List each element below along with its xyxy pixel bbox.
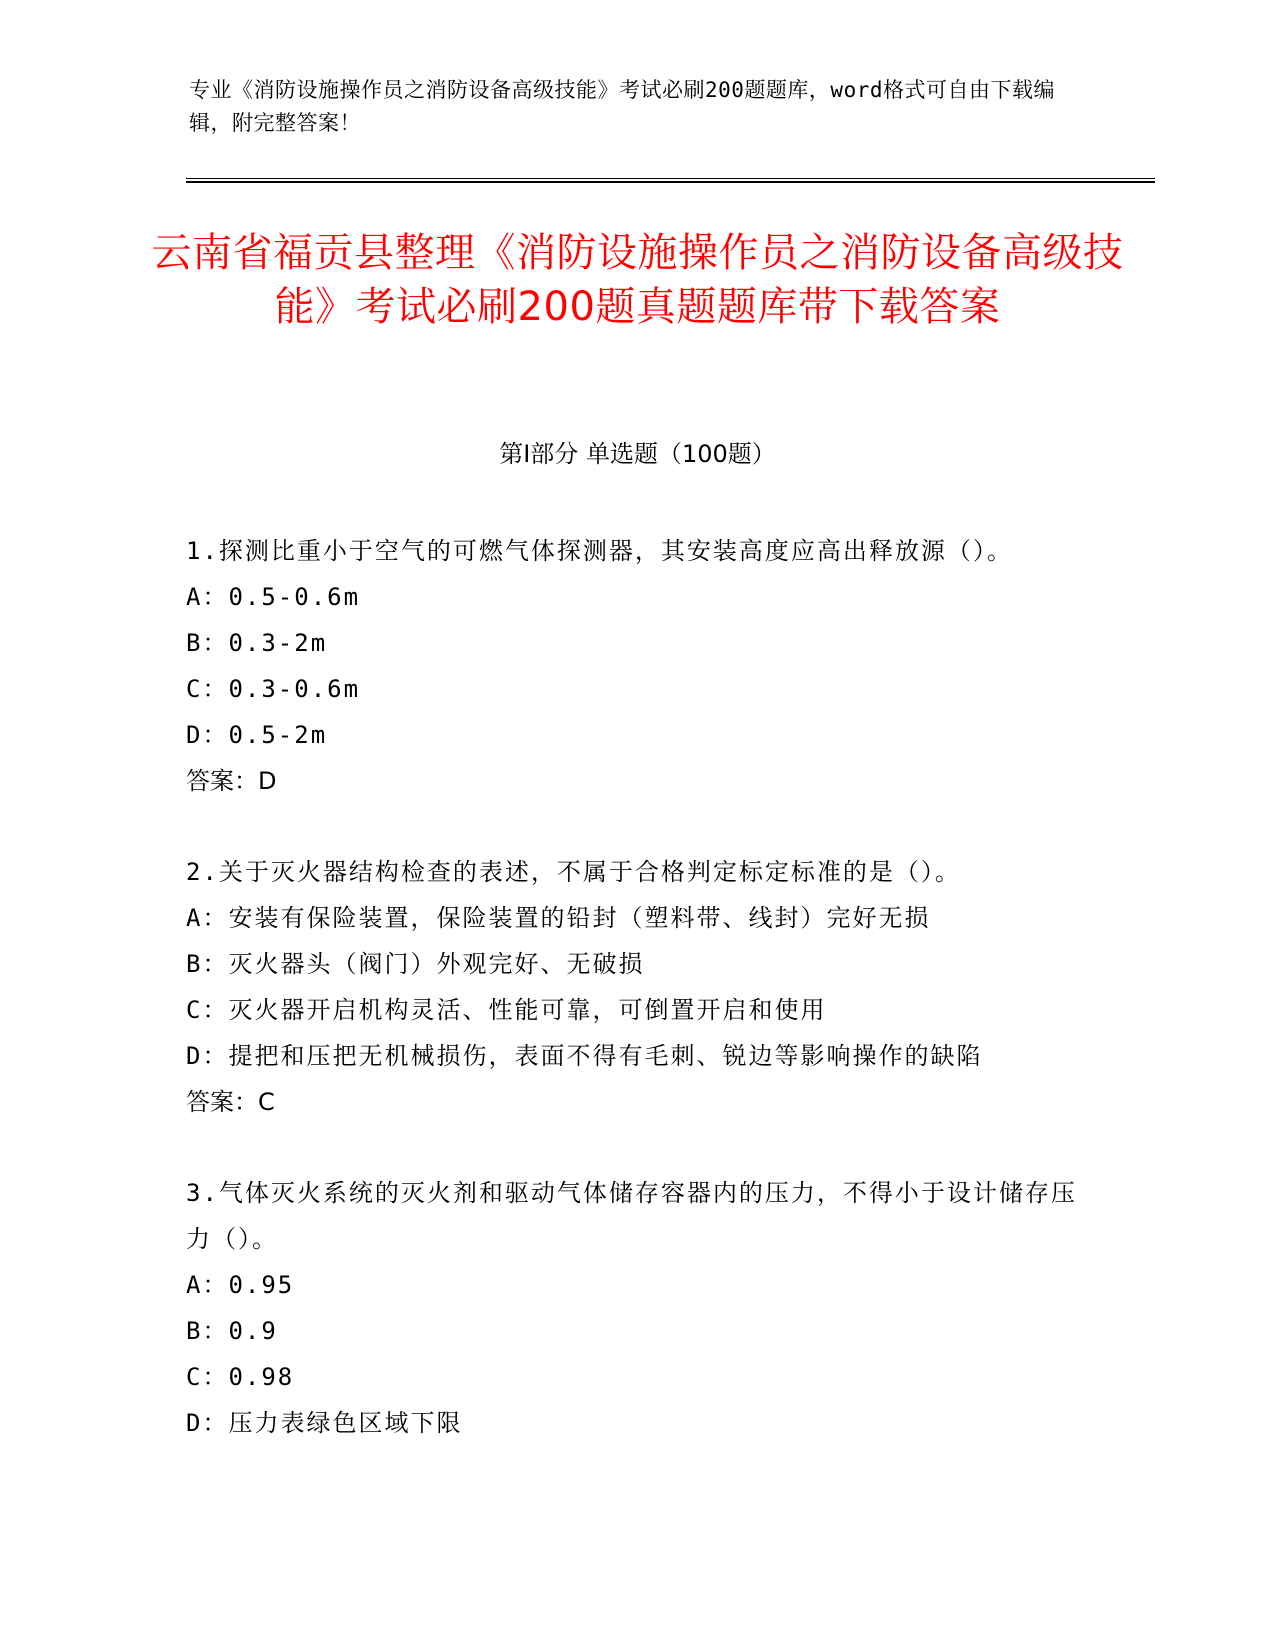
answer-line: 答案：C <box>186 1088 275 1116</box>
answer-line: 答案：D <box>186 767 277 795</box>
header-note: 专业《消防设施操作员之消防设备高级技能》考试必刷200题题库，word格式可自由下载编辑，附完整答案！ <box>189 78 1055 135</box>
question-1 <box>186 528 1086 804</box>
option-d: D：0.5-2m <box>186 721 328 749</box>
option-d: D：压力表绿色区域下限 <box>186 1409 463 1437</box>
section-heading: 第I部分 单选题（100题） <box>499 440 776 468</box>
document-title: 云南省福贡县整理《消防设施操作员之消防设备高级技能》考试必刷200题真题题库带下载答案 <box>151 230 1124 330</box>
option-a: A：0.5-0.6m <box>186 583 361 611</box>
option-b: B：灭火器头（阀门）外观完好、无破损 <box>186 950 645 978</box>
question-text: 3.气体灭火系统的灭火剂和驱动气体储存容器内的压力，不得小于设计储存压力（）。 <box>186 1179 1077 1253</box>
option-a: A：0.95 <box>186 1271 295 1299</box>
option-d: D：提把和压把无机械损伤，表面不得有毛刺、锐边等影响操作的缺陷 <box>186 1042 983 1070</box>
option-c: C：0.98 <box>186 1363 295 1391</box>
option-b: B：0.9 <box>186 1317 278 1345</box>
question-text: 1.探测比重小于空气的可燃气体探测器，其安装高度应高出释放源（）。 <box>186 537 1013 565</box>
header-divider <box>186 178 1155 183</box>
option-c: C：0.3-0.6m <box>186 675 361 703</box>
question-3 <box>186 1170 1086 1446</box>
option-b: B：0.3-2m <box>186 629 328 657</box>
question-text: 2.关于灭火器结构检查的表述，不属于合格判定标定标准的是（）。 <box>186 858 961 886</box>
question-2 <box>186 849 1086 1125</box>
option-c: C：灭火器开启机构灵活、性能可靠，可倒置开启和使用 <box>186 996 827 1024</box>
option-a: A：安装有保险装置，保险装置的铅封（塑料带、线封）完好无损 <box>186 904 931 932</box>
question-list <box>186 528 1086 1491</box>
